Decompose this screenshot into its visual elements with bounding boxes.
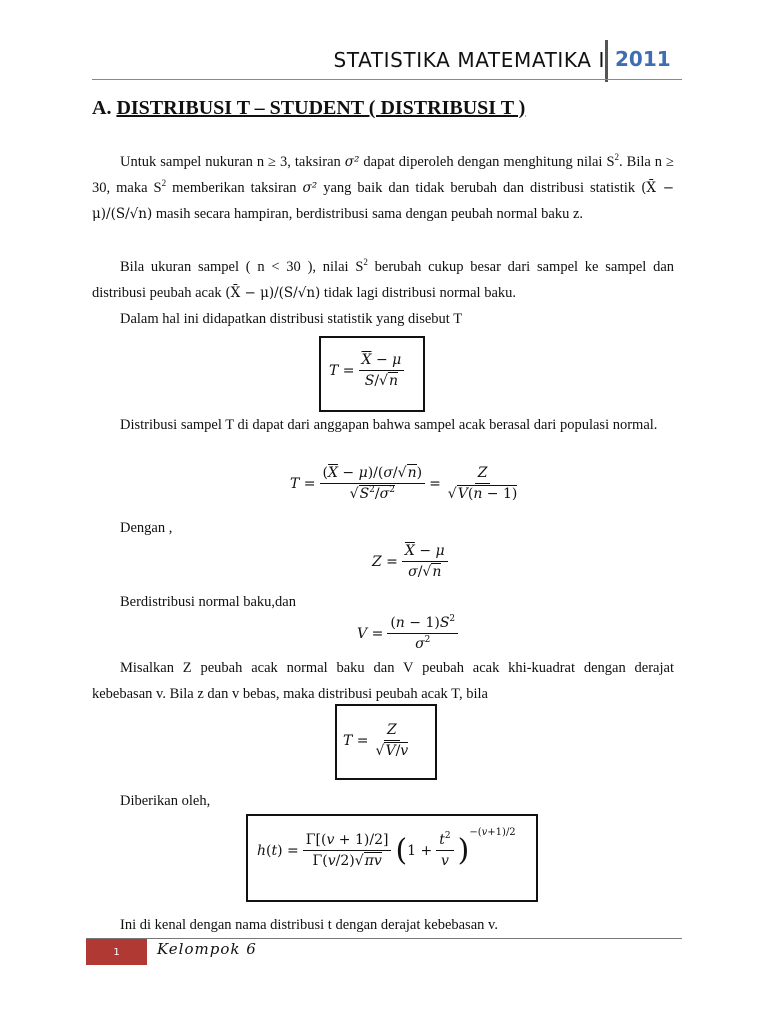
paragraph-3: Dalam hal ini didapatkan distribusi statistik yang disebut T: [120, 311, 463, 327]
header-rule: [92, 79, 682, 80]
header-title: STATISTIKA MATEMATIKA I: [333, 48, 605, 72]
formula-t-definition: T = $\frac{\overline{X} - \mu}{S/√n}$: [329, 352, 408, 389]
page-number-badge: 1: [86, 939, 147, 965]
footer-text: Kelompok 6: [157, 940, 257, 958]
header-year: 2011: [615, 47, 671, 71]
formula-z: Z = $\frac{\overline{X} - \mu}{\sigma/√n}$: [372, 543, 452, 580]
footer-rule: [86, 938, 682, 939]
paragraph-6: Berdistribusi normal baku,dan: [120, 594, 296, 610]
paragraph-8: Diberikan oleh,: [120, 793, 211, 809]
header-divider: [605, 40, 608, 82]
formula-t-zv: T = $\frac{Z}{√V/v}$: [343, 722, 409, 759]
section-heading: [92, 97, 525, 120]
section-title: DISTRIBUSI T – STUDENT ( DISTRIBUSI T ): [116, 97, 526, 119]
paragraph-7: Misalkan Z peubah acak normal baku dan V peubah acak khi-kuadrat dengan derajat kebebasan v. Bila z dan v bebas, maka distribusi peubah acak T, bila: [92, 660, 674, 702]
paragraph-2: Bila ukuran sampel ( n < 30 ), nilai $S^2$ berubah cukup besar dari sampel ke sampel dan distribusi peubah acak (X̄ − μ)/(S/√n) tidak lagi distribusi normal baku.: [92, 257, 675, 301]
paragraph-4: Distribusi sampel T di dapat dari anggapan bahwa sampel acak berasal dari populasi normal.: [120, 417, 658, 433]
formula-ht: h ( t ) = $\frac{\Gamma[(v + 1)/2]}{\Gamma(v/2)√\pi v}$ ( 1 + $\frac{t^2}{v}$ ) −(v+1)/2: [257, 827, 516, 869]
section-label: A.: [92, 97, 112, 119]
paragraph-1: Untuk sampel nukuran n ≥ 3, taksiran σ² dapat diperoleh dengan menghitung nilai $S^2$. Bila n ≥ 30, maka $S^2$ memberikan taksiran σ² yang baik dan tidak berubah dan distribusi statistik (X̄ − μ)/(S/√n) masih secara hampiran, berdistribusi sama dengan peubah normal baku z.: [92, 152, 675, 222]
paragraph-9: Ini di kenal dengan nama distribusi t dengan derajat kebebasan v.: [120, 917, 498, 933]
paragraph-5: Dengan ,: [120, 520, 173, 536]
formula-v: V = $\frac{(n - 1)S^2}{\sigma^2}$: [357, 615, 462, 652]
formula-t-derivation: T = $\frac{(\overline{X} - \mu)/(\sigma/√n)}{√S^2/\sigma^2}$ = $\frac{Z}{√V(n - 1)}$: [290, 465, 518, 502]
